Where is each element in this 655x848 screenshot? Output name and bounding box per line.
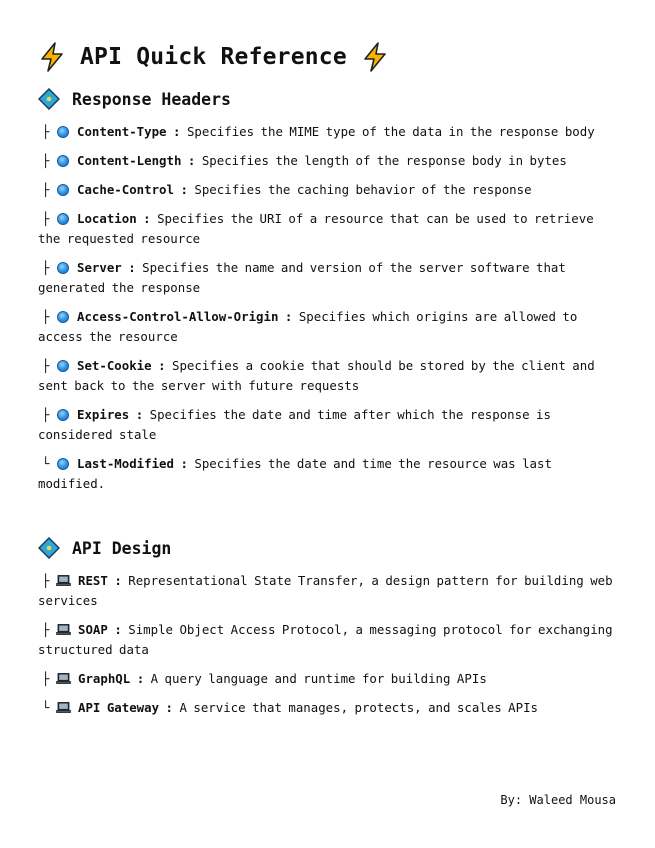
list-item	[38, 405, 618, 445]
item-description: Representational State Transfer, a design pattern for building web services	[38, 573, 613, 608]
section-api-design	[38, 537, 618, 718]
item-separator: :	[284, 309, 293, 324]
item-separator: :	[128, 260, 136, 275]
diamond-icon	[38, 537, 60, 559]
item-term: Content-Length	[77, 153, 182, 168]
section-heading	[38, 88, 618, 110]
item-term: Cache-Control	[77, 182, 174, 197]
item-description: Specifies which origins are allowed to access the resource	[38, 309, 578, 344]
item-separator: :	[180, 456, 188, 471]
author-credit: By: Waleed Mousa	[500, 793, 616, 807]
item-separator: :	[135, 407, 144, 422]
item-separator: :	[143, 211, 151, 226]
tree-branch: ├	[42, 124, 50, 139]
response-headers-list	[38, 122, 618, 494]
item-description: Specifies the date and time after which the response is considered stale	[38, 407, 551, 442]
globe-icon	[57, 311, 69, 323]
tree-branch: └	[42, 456, 50, 471]
item-description: Specifies the MIME type of the data in the response body	[186, 124, 595, 139]
list-item	[38, 180, 618, 200]
item-separator: :	[187, 153, 196, 168]
item-term: GraphQL	[78, 671, 131, 686]
api-design-list	[38, 571, 618, 718]
item-separator: :	[180, 182, 188, 197]
laptop-icon	[56, 702, 71, 713]
item-description: Simple Object Access Protocol, a messaging protocol for exchanging structured data	[38, 622, 613, 657]
item-term: Last-Modified	[77, 456, 174, 471]
item-description: Specifies a cookie that should be stored by the client and sent back to the server with future requests	[38, 358, 595, 393]
tree-branch: ├	[42, 407, 50, 422]
list-item	[38, 307, 618, 347]
tree-branch: ├	[42, 211, 50, 226]
list-item	[38, 356, 618, 396]
tree-branch: ├	[42, 260, 50, 275]
item-term: Server	[77, 260, 122, 275]
list-item	[38, 258, 618, 298]
list-item	[38, 151, 618, 171]
list-item	[38, 698, 618, 718]
globe-icon	[57, 184, 69, 196]
lightning-icon	[361, 42, 389, 72]
item-separator: :	[114, 573, 122, 588]
tree-branch: └	[42, 700, 50, 715]
laptop-icon	[56, 575, 71, 586]
item-separator: :	[158, 358, 166, 373]
item-description: Specifies the length of the response body in bytes	[201, 153, 567, 168]
item-description: Specifies the name and version of the server software that generated the response	[38, 260, 566, 295]
section-heading-text: API Design	[72, 538, 172, 558]
item-description: A query language and runtime for building APIs	[150, 671, 487, 686]
item-term: Content-Type	[77, 124, 167, 139]
section-response-headers	[38, 88, 618, 494]
item-term: Location	[77, 211, 137, 226]
list-item	[38, 454, 618, 494]
document	[38, 40, 618, 727]
laptop-icon	[56, 624, 71, 635]
item-term: API Gateway	[78, 700, 160, 715]
globe-icon	[57, 458, 69, 470]
list-item	[38, 122, 618, 142]
item-separator: :	[173, 124, 181, 139]
item-description: Specifies the date and time the resource was last modified.	[38, 456, 552, 491]
globe-icon	[57, 360, 69, 372]
diamond-icon	[38, 88, 60, 110]
item-description: Specifies the caching behavior of the response	[194, 182, 532, 197]
list-item	[38, 669, 618, 689]
tree-branch: ├	[42, 182, 50, 197]
tree-branch: ├	[42, 622, 50, 637]
page-title-text: API Quick Reference	[80, 44, 347, 70]
tree-branch: ├	[42, 671, 50, 686]
item-term: Set-Cookie	[77, 358, 152, 373]
globe-icon	[57, 213, 69, 225]
globe-icon	[57, 409, 69, 421]
tree-branch: ├	[42, 573, 50, 588]
tree-branch: ├	[42, 153, 50, 168]
section-heading	[38, 537, 618, 559]
item-term: Access-Control-Allow-Origin	[77, 309, 279, 324]
item-description: A service that manages, protects, and scales APIs	[179, 700, 538, 715]
tree-branch: ├	[42, 358, 50, 373]
globe-icon	[57, 262, 69, 274]
globe-icon	[57, 126, 69, 138]
tree-branch: ├	[42, 309, 50, 324]
page-title	[38, 40, 618, 74]
item-separator: :	[114, 622, 122, 637]
lightning-icon	[38, 42, 66, 72]
item-term: SOAP	[78, 622, 108, 637]
list-item	[38, 571, 618, 611]
item-separator: :	[136, 671, 145, 686]
list-item	[38, 209, 618, 249]
item-term: REST	[78, 573, 108, 588]
item-description: Specifies the URI of a resource that can be used to retrieve the requested resource	[38, 211, 594, 246]
laptop-icon	[56, 673, 71, 684]
globe-icon	[57, 155, 69, 167]
list-item	[38, 620, 618, 660]
item-term: Expires	[77, 407, 130, 422]
section-heading-text: Response Headers	[72, 89, 231, 109]
item-separator: :	[165, 700, 173, 715]
